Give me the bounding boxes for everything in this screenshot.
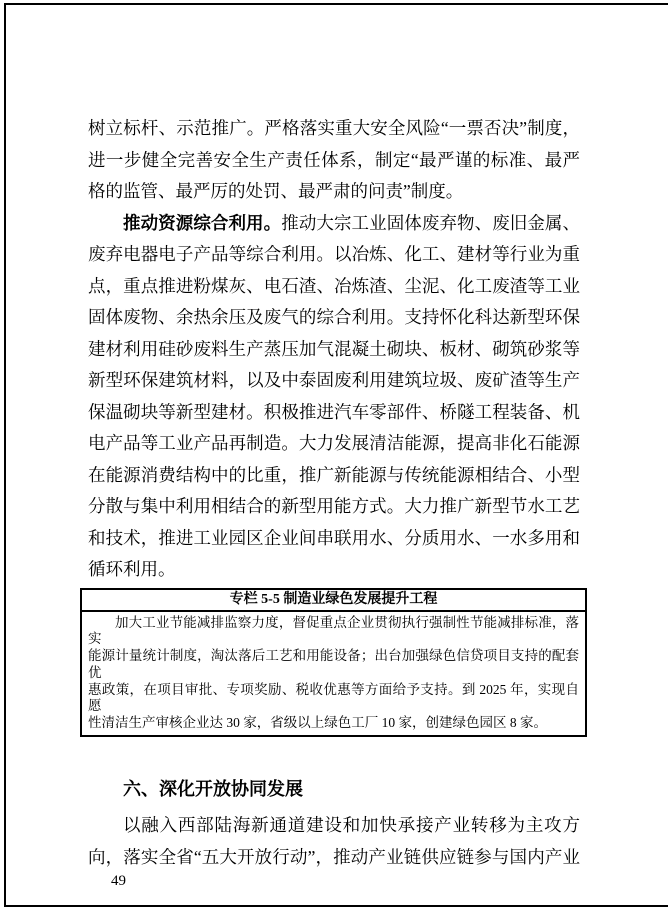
text-line: 废弃电器电子产品等综合利用。以冶炼、化工、建材等行业为重 bbox=[88, 244, 580, 264]
text-line: 和技术，推进工业园区企业间串联用水、分质用水、一水多用和 bbox=[88, 527, 580, 548]
paragraph-safety bbox=[88, 113, 580, 208]
text-line: 固体废物、余热余压及废气的综合利用。支持怀化科达新型环保 bbox=[88, 307, 580, 327]
text-line: 树立标杆、示范推广。严格落实重大安全风险“一票否决”制度， bbox=[88, 118, 580, 138]
text-line: 循环利用。 bbox=[88, 559, 176, 579]
text-line: 在能源消费结构中的比重，推广新能源与传统能源相结合、小型 bbox=[88, 464, 580, 485]
document-content bbox=[88, 113, 580, 873]
text-line bbox=[88, 208, 580, 240]
bold-lead-text: 推动资源综合利用。 bbox=[123, 212, 282, 233]
paragraph-opening bbox=[88, 809, 580, 873]
page-number: 49 bbox=[111, 873, 126, 889]
box-text-line: 惠政策，在项目审批、专项奖励、税收优惠等方面给予支持。到 2025 年，实现自愿 bbox=[88, 681, 579, 714]
text-line: 以融入西部陆海新通道建设和加快承接产业转移为主攻方 bbox=[123, 815, 580, 836]
text-line: 格的监管、最严厉的处罚、最严肃的问责”制度。 bbox=[88, 181, 464, 201]
lead-rest-text: 推动大宗工业固体废弃物、废旧金属、 bbox=[281, 212, 581, 233]
text-line: 保温砌块等新型建材。积极推进汽车零部件、桥隧工程装备、机 bbox=[88, 401, 580, 422]
text-line: 进一步健全完善安全生产责任体系，制定“最严谨的标准、最严 bbox=[88, 149, 580, 170]
feature-box-body bbox=[82, 612, 585, 736]
text-line: 电产品等工业产品再制造。大力发展清洁能源，提高非化石能源 bbox=[88, 433, 580, 453]
text-line: 建材利用硅砂废料生产蒸压加气混凝土砌块、板材、砌筑砂浆等 bbox=[88, 338, 580, 359]
box-text-line: 能源计量统计制度，淘汰落后工艺和用能设备；出台加强绿色信贷项目支持的配套优 bbox=[88, 648, 579, 680]
feature-box bbox=[80, 588, 587, 738]
text-line: 新型环保建筑材料，以及中泰固废利用建筑垃圾、废矿渣等生产 bbox=[88, 370, 580, 390]
box-text-line: 加大工业节能减排监察力度，督促重点企业贯彻执行强制性节能减排标准，落实 bbox=[88, 614, 579, 647]
feature-box-title: 专栏 5-5 制造业绿色发展提升工程 bbox=[82, 590, 585, 612]
box-text-line: 性清洁生产审核企业达 30 家，省级以上绿色工厂 10 家，创建绿色园区 8 家。 bbox=[88, 715, 547, 731]
section-heading: 六、深化开放协同发展 bbox=[123, 779, 303, 800]
paragraph-resources bbox=[88, 208, 580, 586]
text-line: 点，重点推进粉煤灰、电石渣、冶炼渣、尘泥、化工废渣等工业 bbox=[88, 275, 580, 296]
text-line: 向，落实全省“五大开放行动”，推动产业链供应链参与国内产业 bbox=[88, 847, 580, 868]
text-line: 分散与集中利用相结合的新型用能方式。大力推广新型节水工艺 bbox=[88, 496, 580, 516]
